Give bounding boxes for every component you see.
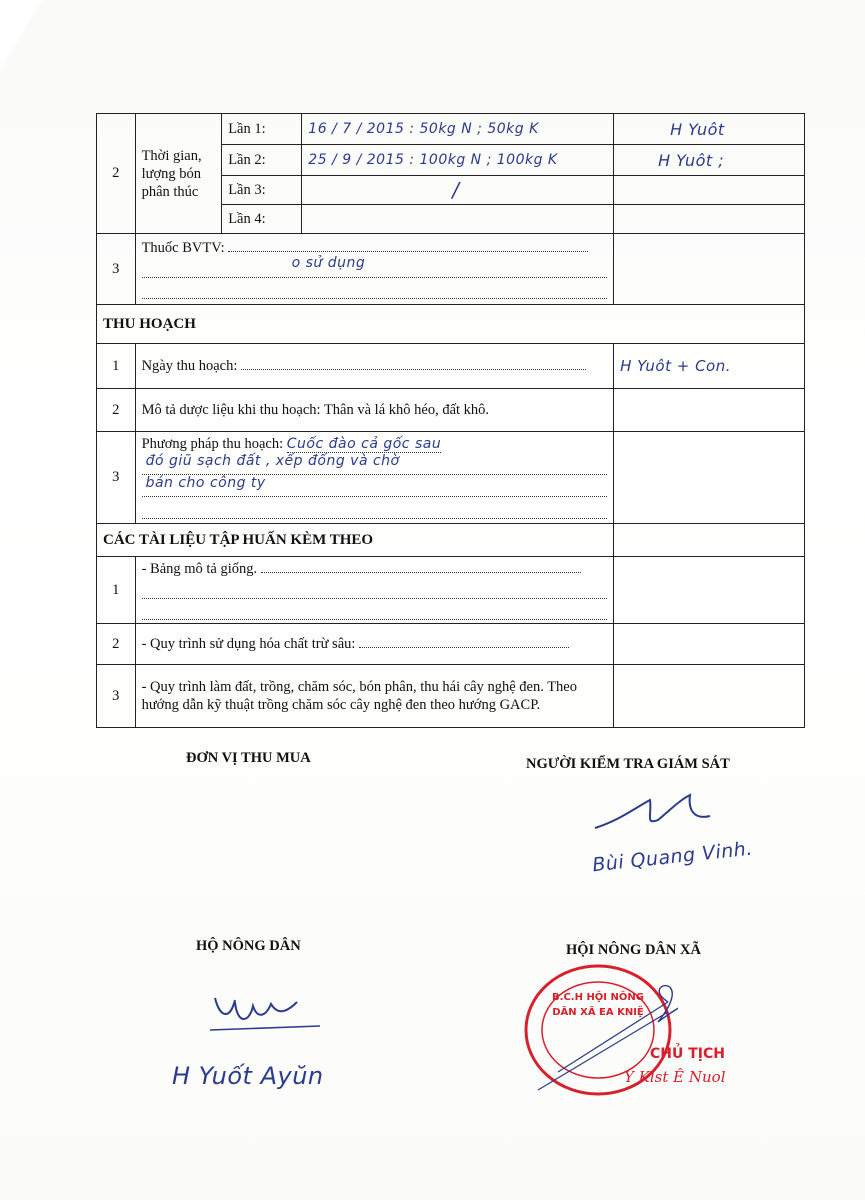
- buyer-title: ĐƠN VỊ THU MUA: [186, 750, 311, 766]
- doc-item: [135, 557, 614, 624]
- table-row: [97, 234, 805, 305]
- farmer-name: H Yuốt Ayŭn: [172, 1062, 324, 1090]
- entry-signature: [614, 234, 805, 305]
- table-row: [97, 524, 805, 557]
- entry-signature: [614, 389, 805, 432]
- table-row: [97, 432, 805, 524]
- entry-signature: H Yuôt: [614, 114, 805, 145]
- harvest-method-line2: đó giũ sạch đất , xếp đống và chờ: [145, 453, 400, 469]
- harvest-date-label: Ngày thu hoạch:: [141, 357, 238, 374]
- doc-item-text: - Quy trình làm đất, trồng, chăm sóc, bón phân, thu hái cây nghệ đen. Theo hướng dẫn kỹ thuật trồng chăm sóc cây nghệ đen theo hướng GACP.: [135, 665, 614, 728]
- pesticide-cell: [135, 234, 614, 305]
- table-row: [97, 389, 805, 432]
- farmer-title: HỘ NÔNG DÂN: [196, 938, 301, 954]
- entry-signature: [614, 665, 805, 728]
- entry-signature: [614, 205, 805, 234]
- farmer-signature-mark: [205, 988, 325, 1038]
- association-title: HỘI NÔNG DÂN XÃ: [566, 942, 701, 958]
- entry-value: /: [302, 176, 614, 205]
- record-table: [96, 113, 805, 728]
- table-row: [97, 557, 805, 624]
- doc-item-text: - Quy trình sử dụng hóa chất trừ sâu:: [141, 635, 356, 652]
- harvest-method-label: Phương pháp thu hoạch:: [141, 436, 284, 452]
- entry-label: Lần 3:: [222, 176, 302, 205]
- entry-signature: [614, 557, 805, 624]
- entry-value: 16 / 7 / 2015 : 50kg N ; 50kg K: [302, 114, 614, 145]
- harvest-description: Mô tả dược liệu khi thu hoạch: Thân và lá khô héo, đất khô.: [135, 389, 614, 432]
- section-title-docs: CÁC TÀI LIỆU TẬP HUẤN KÈM THEO: [97, 524, 614, 557]
- entry-value: 25 / 9 / 2015 : 100kg N ; 100kg K: [302, 145, 614, 176]
- association-role: CHỦ TỊCH: [650, 1046, 725, 1062]
- stamp-text: B.C.H HỘI NÔNG DÂN XÃ EA KNIỆ: [552, 992, 644, 1018]
- inspector-name: Bùi Quang Vinh.: [591, 837, 754, 877]
- doc-item-text: - Bảng mô tả giống.: [141, 560, 258, 577]
- harvest-method-cell: [135, 432, 614, 524]
- harvest-date-signature: H Yuôt + Con.: [614, 344, 805, 389]
- inspector-title: NGƯỜI KIỂM TRA GIÁM SÁT: [526, 756, 730, 772]
- row-number: 2: [97, 624, 136, 665]
- inspector-signature-mark: [590, 790, 730, 840]
- table-row: [97, 665, 805, 728]
- entry-label: Lần 1:: [222, 114, 302, 145]
- entry-signature: [614, 624, 805, 665]
- row-number: 3: [97, 234, 136, 305]
- harvest-method-line1: Cuốc đào cả gốc sau: [286, 436, 442, 452]
- row-number: 3: [97, 432, 136, 524]
- row-label: Thời gian, lượng bón phân thúc: [135, 114, 222, 234]
- association-name: Y Klst Ê Nuol: [624, 1068, 726, 1086]
- harvest-method-line3: bán cho công ty: [145, 475, 266, 491]
- pesticide-value: o sử dụng: [291, 255, 366, 271]
- entry-value: [302, 205, 614, 234]
- row-number: 2: [97, 389, 136, 432]
- entry-signature: H Yuôt ;: [614, 145, 805, 176]
- doc-item: [135, 624, 614, 665]
- harvest-date-cell: [135, 344, 614, 389]
- row-number: 2: [97, 114, 136, 234]
- table-row: [97, 624, 805, 665]
- pesticide-label: Thuốc BVTV:: [141, 240, 225, 256]
- table-row: [97, 114, 805, 145]
- section-title-harvest: THU HOẠCH: [97, 305, 805, 344]
- row-number: 1: [97, 344, 136, 389]
- entry-signature: [614, 432, 805, 524]
- entry-label: Lần 2:: [222, 145, 302, 176]
- torn-corner: [0, 0, 42, 70]
- row-number: 1: [97, 557, 136, 624]
- row-number: 3: [97, 665, 136, 728]
- table-row: [97, 305, 805, 344]
- entry-label: Lần 4:: [222, 205, 302, 234]
- entry-signature: [614, 524, 805, 557]
- table-row: [97, 344, 805, 389]
- entry-signature: [614, 176, 805, 205]
